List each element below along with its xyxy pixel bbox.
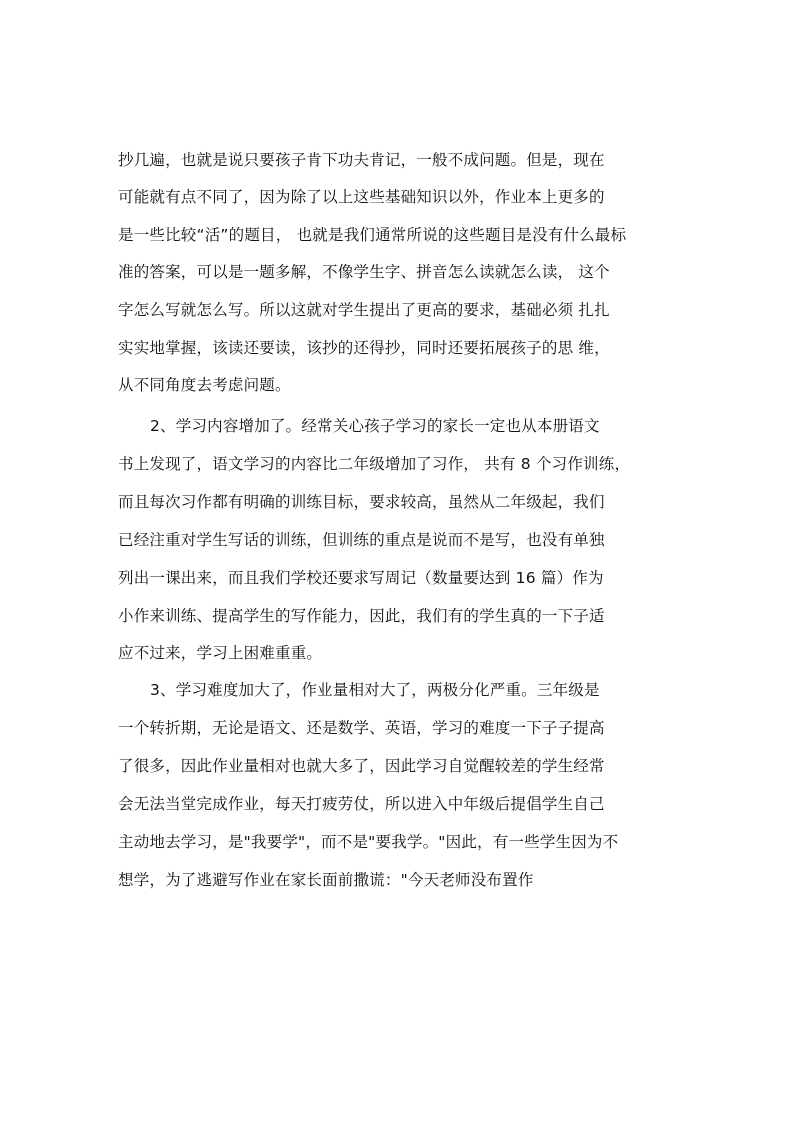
text-line: 可能就有点不同了，因为除了以上这些基础知识以外，作业本上更多的 [118,188,605,206]
paragraph-2-first-line: 2、学习内容增加了。经常关心孩子学习的家长一定也从本册语文 [150,417,600,435]
text-line: 字怎么写就怎么写。所以这就对学生提出了更高的要求，基础必须 扎扎 [118,301,610,319]
text-line: 主动地去学习，是"我要学"，而不是"要我学。"因此，有一些学生因为不 [118,833,619,851]
text-line: 小作来训练、提高学生的写作能力，因此，我们有的学生真的一下子适 [118,607,605,625]
text-line: 准的答案，可以是一题多解，不像学生字、拼音怎么读就怎么读， 这个 [118,263,610,281]
paragraph-3-first-line: 3、学习难度加大了，作业量相对大了，两极分化严重。三年级是 [150,681,600,699]
text-line: 书上发现了，语文学习的内容比二年级增加了习作， 共有 8 个习作训练， [118,455,631,473]
text-line: 想学，为了逃避写作业在家长面前撒谎："今天老师没布置作 [118,871,534,889]
text-line: 而且每次习作都有明确的训练目标，要求较高，虽然从二年级起，我们 [118,493,605,511]
text-line: 从不同角度去考虑问题。 [118,376,291,394]
text-line: 会无法当堂完成作业，每天打疲劳仗，所以进入中年级后提倡学生自己 [118,795,605,813]
text-line: 列出一课出来，而且我们学校还要求写周记（数量要达到 16 篇）作为 [118,569,604,587]
text-line: 是一些比较“活”的题目， 也就是我们通常所说的这些题目是没有什么最标 [118,226,627,244]
text-line: 了很多，因此作业量相对也就大多了，因此学习自觉醒较差的学生经常 [118,757,605,775]
text-line: 应不过来，学习上困难重重。 [118,644,323,662]
text-line: 抄几遍，也就是说只要孩子肯下功夫肯记，一般不成问题。但是，现在 [118,151,605,169]
text-line: 实实地掌握，该读还要读，该抄的还得抄，同时还要拓展孩子的思 维， [118,339,610,357]
text-line: 已经注重对学生写话的训练，但训练的重点是说而不是写，也没有单独 [118,531,605,549]
text-line: 一个转折期，无论是语文、还是数学、英语，学习的难度一下子子提高 [118,719,605,737]
